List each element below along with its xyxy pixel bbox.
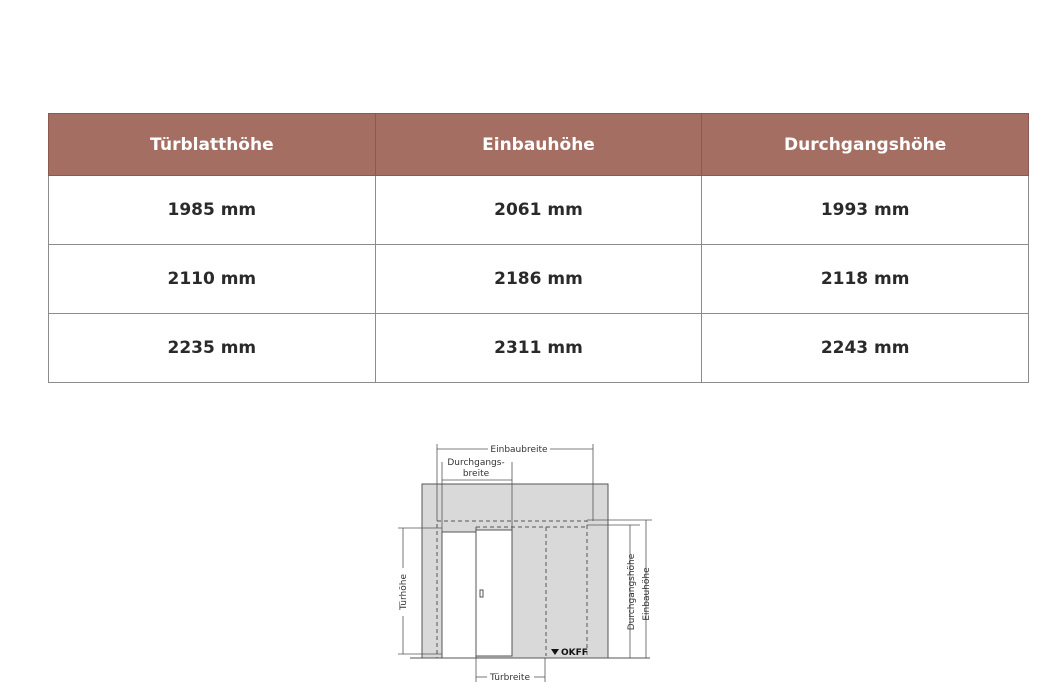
table-cell: 1985 mm xyxy=(49,176,376,245)
table-cell: 2243 mm xyxy=(702,314,1029,383)
table-cell: 2235 mm xyxy=(49,314,376,383)
label-durchgangsbreite-line2: breite xyxy=(462,469,490,479)
header-durchgangshoehe: Durchgangshöhe xyxy=(702,114,1029,176)
table-row xyxy=(49,245,1029,314)
table-cell: 2110 mm xyxy=(49,245,376,314)
header-einbauhoehe: Einbauhöhe xyxy=(375,114,702,176)
door-leaf xyxy=(476,530,512,656)
table-cell: 2186 mm xyxy=(375,245,702,314)
door-dimensions-table-container xyxy=(48,113,1029,383)
door-opening xyxy=(442,532,476,658)
label-tuerbreite: Türbreite xyxy=(490,673,530,683)
table-row xyxy=(49,314,1029,383)
door-dimensions-table xyxy=(48,113,1029,383)
table-cell: 2311 mm xyxy=(375,314,702,383)
table-cell: 2118 mm xyxy=(702,245,1029,314)
table-header-row xyxy=(49,114,1029,176)
label-okff: OKFF xyxy=(561,648,588,658)
table-cell: 2061 mm xyxy=(375,176,702,245)
table-cell: 1993 mm xyxy=(702,176,1029,245)
label-einbaubreite: Einbaubreite xyxy=(490,445,548,455)
door-dimension-diagram xyxy=(390,436,670,690)
label-tuerhoehe: Türhöhe xyxy=(399,574,409,610)
label-durchgangsbreite-line1: Durchgangs- xyxy=(447,458,505,468)
door-diagram-svg xyxy=(390,436,670,690)
label-durchgangshoehe: Durchgangshöhe xyxy=(627,553,637,631)
label-einbauhoehe: Einbauhöhe xyxy=(642,567,652,621)
header-tuerblatthoehe: Türblatthöhe xyxy=(49,114,376,176)
table-row xyxy=(49,176,1029,245)
